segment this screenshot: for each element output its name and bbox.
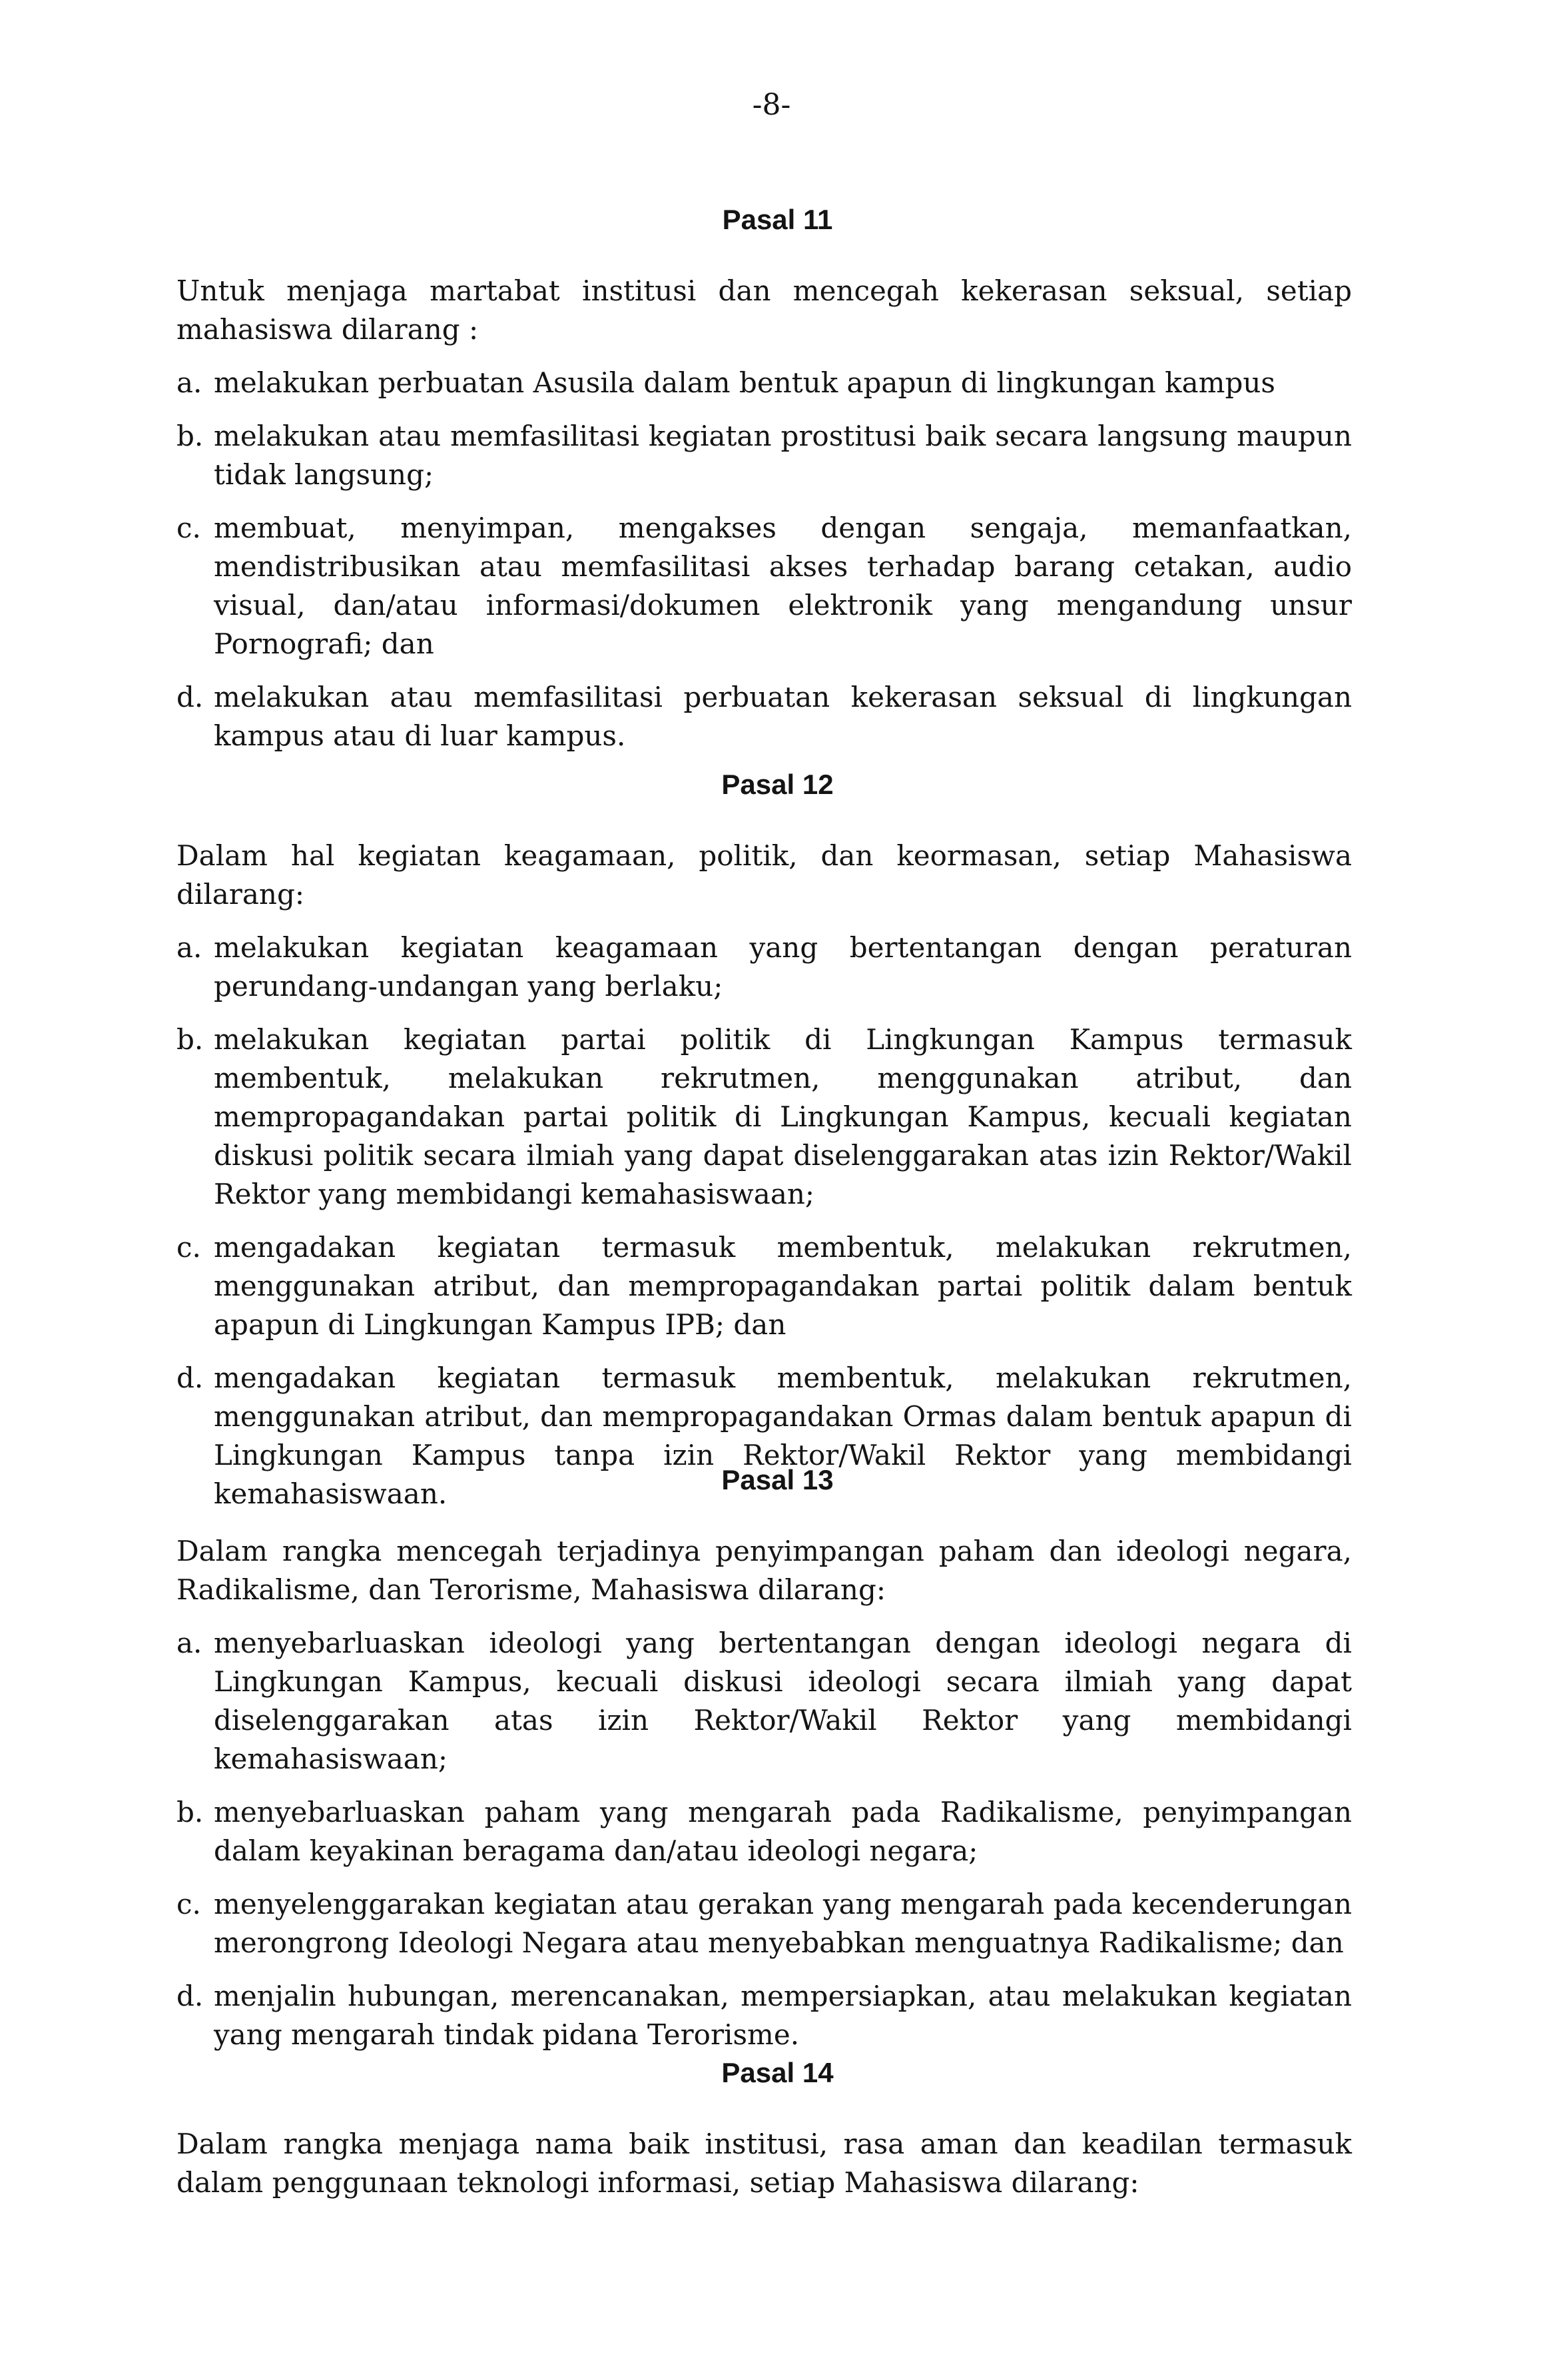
list-marker: a. <box>176 1627 202 1659</box>
list-item-text: mengadakan kegiatan termasuk membentuk, melakukan rekrutmen, menggunakan atribut, dan mempropagandakan partai politik dalam bentuk apapun di Lingkungan Kampus IPB; dan <box>214 1231 1352 1341</box>
pasal-11-list <box>176 364 1352 755</box>
pasal-11-item-b <box>176 417 1352 494</box>
pasal-12-item-b <box>176 1020 1352 1214</box>
page-number: -8- <box>752 88 791 122</box>
list-marker: a. <box>176 931 202 964</box>
pasal-12-list <box>176 929 1352 1513</box>
pasal-14-title: Pasal 14 <box>721 2057 834 2088</box>
list-marker: d. <box>176 1362 204 1394</box>
pasal-13-item-c <box>176 1885 1352 1962</box>
list-marker: d. <box>176 681 204 713</box>
pasal-12-title: Pasal 12 <box>721 769 834 800</box>
list-marker: c. <box>176 512 201 544</box>
list-marker: b. <box>176 1023 204 1056</box>
pasal-13-title: Pasal 13 <box>721 1464 834 1495</box>
list-item-text: melakukan kegiatan keagamaan yang bertentangan dengan peraturan perundang-undangan yang berlaku; <box>214 931 1352 1002</box>
pasal-12-intro: Dalam hal kegiatan keagamaan, politik, dan keormasan, setiap Mahasiswa dilarang: <box>176 839 1352 911</box>
list-item-text: menjalin hubungan, merencanakan, mempersiapkan, atau melakukan kegiatan yang mengarah tindak pidana Terorisme. <box>214 1980 1352 2051</box>
pasal-13-intro: Dalam rangka mencegah terjadinya penyimpangan paham dan ideologi negara, Radikalisme, dan Terorisme, Mahasiswa dilarang: <box>176 1535 1352 1606</box>
list-marker: b. <box>176 420 204 452</box>
pasal-12-item-c <box>176 1228 1352 1344</box>
pasal-11-section <box>176 200 1352 770</box>
pasal-12-item-a <box>176 929 1352 1006</box>
pasal-12-section <box>176 765 1352 1528</box>
pasal-11-title: Pasal 11 <box>722 204 833 235</box>
pasal-13-item-d <box>176 1977 1352 2054</box>
list-marker: c. <box>176 1231 201 1264</box>
list-marker: c. <box>176 1888 201 1920</box>
pasal-13-item-a <box>176 1624 1352 1779</box>
pasal-11-item-d <box>176 678 1352 755</box>
pasal-13-section <box>176 1460 1352 2069</box>
pasal-11-item-a <box>176 364 1352 402</box>
list-item-text: menyebarluaskan paham yang mengarah pada Radikalisme, penyimpangan dalam keyakinan beragama dan/atau ideologi negara; <box>214 1796 1352 1867</box>
list-item-text: membuat, menyimpan, mengakses dengan sengaja, memanfaatkan, mendistribusikan atau memfasilitasi akses terhadap barang cetakan, audio visual, dan/atau informasi/dokumen elektronik yang mengandung unsur Pornografi; dan <box>214 512 1352 660</box>
pasal-13-item-b <box>176 1793 1352 1870</box>
pasal-14-intro: Dalam rangka menjaga nama baik institusi, rasa aman dan keadilan termasuk dalam penggunaan teknologi informasi, setiap Mahasiswa dilarang: <box>176 2128 1352 2199</box>
list-item-text: menyelenggarakan kegiatan atau gerakan yang mengarah pada kecenderungan merongrong Ideologi Negara atau menyebabkan menguatnya Radikalisme; dan <box>214 1888 1352 1959</box>
pasal-11-intro: Untuk menjaga martabat institusi dan mencegah kekerasan seksual, setiap mahasiswa dilarang : <box>176 274 1352 346</box>
list-marker: a. <box>176 366 202 399</box>
list-item-text: menyebarluaskan ideologi yang bertentangan dengan ideologi negara di Lingkungan Kampus, kecuali diskusi ideologi secara ilmiah yang dapat diselenggarakan atas izin Rektor/Wakil Rektor yang membidangi kemahasiswaan; <box>214 1627 1352 1775</box>
list-item-text: mengadakan kegiatan termasuk membentuk, melakukan rekrutmen, menggunakan atribut, dan mempropagandakan Ormas dalam bentuk apapun di Lingkungan Kampus tanpa izin Rektor/Wakil Rektor yang membidangi kemahasiswaan. <box>214 1362 1352 1510</box>
pasal-11-item-c <box>176 509 1352 663</box>
list-marker: b. <box>176 1796 204 1828</box>
list-item-text: melakukan atau memfasilitasi kegiatan prostitusi baik secara langsung maupun tidak langsung; <box>214 420 1352 491</box>
list-item-text: melakukan perbuatan Asusila dalam bentuk apapun di lingkungan kampus <box>214 366 1275 399</box>
pasal-13-list <box>176 1624 1352 2054</box>
list-item-text: melakukan atau memfasilitasi perbuatan kekerasan seksual di lingkungan kampus atau di luar kampus. <box>214 681 1352 752</box>
list-marker: d. <box>176 1980 204 2012</box>
list-item-text: melakukan kegiatan partai politik di Lingkungan Kampus termasuk membentuk, melakukan rekrutmen, menggunakan atribut, dan mempropagandakan partai politik di Lingkungan Kampus, kecuali kegiatan diskusi politik secara ilmiah yang dapat diselenggarakan atas izin Rektor/Wakil Rektor yang membidangi kemahasiswaan; <box>214 1023 1352 1210</box>
pasal-14-section <box>176 2053 1352 2217</box>
